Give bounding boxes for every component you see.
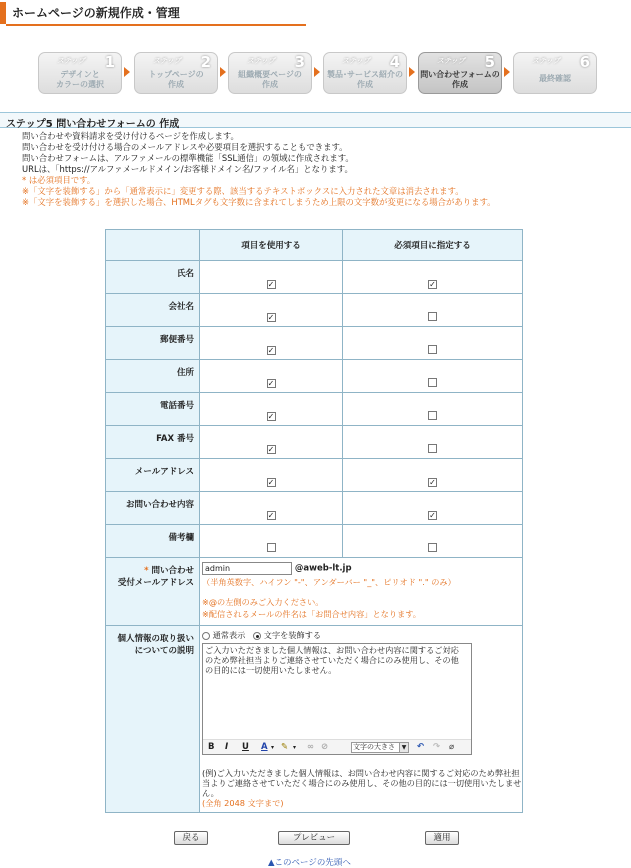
privacy-row [106, 626, 523, 813]
intro-line: 問い合わせを受け付ける場合のメールアドレスや必要項目を選択することもできます。 [22, 142, 348, 152]
mail-row [106, 558, 523, 626]
italic-button[interactable]: I [225, 742, 229, 752]
table-row [106, 525, 523, 558]
required-checkbox[interactable] [428, 312, 437, 321]
warning-note: ※「文字を装飾する」を選択した場合、HTMLタグも文字数に含まれてしまうため上限の文字数が変更になる場合があります。 [22, 197, 496, 207]
required-checkbox[interactable] [428, 543, 437, 552]
step-number: 1 [104, 53, 115, 71]
use-checkbox[interactable]: ✓ [267, 445, 275, 454]
step-arrow-icon [314, 67, 320, 77]
row-label: 郵便番号 [106, 327, 200, 360]
mail-label-line2: 受付メールアドレス [117, 578, 194, 588]
use-checkbox[interactable] [267, 543, 276, 552]
intro-line: 問い合わせフォームは、アルファメールの標準機能「SSL通信」の領域に作成されます。 [22, 153, 354, 163]
step-5-current[interactable] [418, 52, 502, 94]
section-heading [0, 112, 631, 128]
chevron-down-icon: ▼ [399, 743, 408, 752]
clear-format-icon[interactable]: ⌀ [449, 742, 455, 752]
step-3[interactable] [228, 52, 312, 94]
use-checkbox[interactable]: ✓ [267, 313, 275, 322]
redo-icon[interactable]: ↷ [433, 742, 441, 752]
privacy-label-line2: についての説明 [134, 646, 194, 656]
page-title: ホームページの新規作成・管理 [12, 6, 180, 20]
undo-icon[interactable]: ↶ [417, 742, 425, 752]
step-tag: ステップ [153, 57, 181, 65]
row-label: 氏名 [106, 261, 200, 294]
table-row [106, 261, 523, 294]
mail-label-line1: 問い合わせ [151, 566, 194, 576]
display-mode-radios [202, 630, 522, 643]
use-checkbox[interactable]: ✓ [267, 478, 275, 487]
section-title: ステップ5 問い合わせフォームの 作成 [6, 119, 180, 130]
step-1[interactable] [38, 52, 122, 94]
row-label: FAX 番号 [106, 426, 200, 459]
table-row [106, 492, 523, 525]
step-6[interactable] [513, 52, 597, 94]
table-row [106, 327, 523, 360]
table-row [106, 294, 523, 327]
editor-toolbar [203, 739, 471, 754]
header-underline [6, 24, 306, 26]
step-navigation [38, 52, 598, 96]
privacy-label [106, 626, 200, 813]
column-header-required: 必須項目に指定する [343, 230, 523, 261]
page-top-link[interactable]: ▲このページの先頭へ [268, 858, 351, 868]
form-settings-table [105, 229, 523, 813]
intro-text [22, 131, 622, 208]
warning-note: ※「文字を装飾する」から「通常表示に」変更する際、該当するテキストボックスに入力された文章は消去されます。 [22, 186, 464, 196]
underline-button[interactable]: U [242, 742, 249, 752]
step-number: 6 [579, 53, 590, 71]
step-2[interactable] [134, 52, 218, 94]
row-label: メールアドレス [106, 459, 200, 492]
privacy-cell [200, 626, 523, 813]
mail-cell [200, 558, 523, 626]
table-row [106, 393, 523, 426]
step-number: 3 [294, 53, 305, 71]
row-label: 備考欄 [106, 525, 200, 558]
font-color-icon[interactable]: A [261, 742, 268, 752]
highlight-icon[interactable]: ✎ [281, 742, 289, 752]
step-tag: ステップ [247, 57, 275, 65]
radio-normal-label: 通常表示 [212, 630, 246, 640]
bold-button[interactable]: B [208, 742, 215, 752]
font-size-select[interactable] [351, 742, 409, 753]
privacy-limit: (全角 2048 文字まで) [202, 798, 284, 808]
step-arrow-icon [409, 67, 415, 77]
mail-input[interactable]: admin [202, 562, 292, 575]
privacy-example: (例)ご入力いただきました個人情報は、お問い合わせ内容に関するご対応のため弊社担当よりご連絡させていただく場合にのみ使用し、その他の目的には一切使用いたしません。 [202, 768, 522, 798]
link-icon[interactable]: ∞ [307, 742, 315, 752]
header-accent-bar [0, 2, 6, 24]
dropdown-icon[interactable]: ▾ [271, 744, 275, 751]
required-checkbox[interactable] [428, 378, 437, 387]
step-label: トップページの 作成 [148, 70, 204, 89]
privacy-label-line1: 個人情報の取り扱い [117, 634, 194, 644]
radio-normal[interactable] [202, 632, 210, 640]
editor-content[interactable]: ご入力いただきました個人情報は、お問い合わせ内容に関するご対応のため弊社担当よりご連絡させていただく場合にのみ使用し、その他の目的には一切使用いたしません。 [205, 645, 459, 675]
apply-button[interactable]: 適用 [425, 831, 459, 845]
table-row [106, 459, 523, 492]
mail-note: ※@の左側のみご入力ください。 [202, 597, 324, 607]
required-checkbox[interactable] [428, 444, 437, 453]
intro-line: URLは、「https://アルファメールドメイン/お客様ドメイン名/ファイル名」となります。 [22, 164, 353, 174]
unlink-icon[interactable]: ⊘ [321, 742, 329, 752]
required-checkbox[interactable]: ✓ [429, 511, 436, 520]
mail-note: ※配信されるメールの件名は「お問合せ内容」となります。 [202, 609, 421, 619]
font-size-label: 文字の大きさ [353, 743, 395, 751]
step-arrow-icon [220, 67, 226, 77]
step-tag: ステップ [57, 57, 85, 65]
step-tag: ステップ [532, 57, 560, 65]
required-checkbox[interactable] [428, 411, 437, 420]
required-mark: * [144, 566, 149, 576]
table-corner [106, 230, 200, 261]
radio-decorate[interactable] [253, 632, 261, 640]
use-checkbox[interactable]: ✓ [267, 280, 275, 289]
preview-button[interactable]: プレビュー [278, 831, 350, 845]
required-checkbox[interactable] [428, 345, 437, 354]
use-checkbox[interactable]: ✓ [267, 346, 275, 355]
required-checkbox[interactable]: ✓ [429, 280, 436, 289]
row-label: 住所 [106, 360, 200, 393]
use-checkbox[interactable]: ✓ [267, 412, 275, 421]
step-tag: ステップ [437, 57, 465, 65]
step-label: 問い合わせフォームの 作成 [420, 70, 500, 89]
privacy-editor[interactable] [202, 643, 472, 755]
table-row [106, 426, 523, 459]
step-label: デザインと カラーの選択 [56, 70, 104, 89]
table-row [106, 360, 523, 393]
step-number: 2 [200, 53, 211, 71]
row-label: お問い合わせ内容 [106, 492, 200, 525]
back-button[interactable]: 戻る [174, 831, 208, 845]
required-checkbox[interactable]: ✓ [429, 478, 436, 487]
row-label: 電話番号 [106, 393, 200, 426]
step-arrow-icon [124, 67, 130, 77]
dropdown-icon[interactable]: ▾ [293, 744, 297, 751]
mail-hint: （半角英数字、ハイフン "-"、アンダーバー "_"、ピリオド "." のみ） [202, 577, 456, 587]
step-arrow-icon [504, 67, 510, 77]
row-label: 会社名 [106, 294, 200, 327]
step-number: 5 [484, 53, 495, 71]
column-header-use: 項目を使用する [200, 230, 343, 261]
mail-domain: @aweb-lt.jp [294, 563, 352, 574]
intro-line: 問い合わせや資料請求を受け付けるページを作成します。 [22, 131, 239, 141]
step-4[interactable] [323, 52, 407, 94]
mail-label [106, 558, 200, 626]
use-checkbox[interactable]: ✓ [267, 379, 275, 388]
step-label: 組織概要ページの 作成 [238, 70, 302, 89]
page-header [0, 0, 631, 26]
required-note: * は必須項目です。 [22, 175, 96, 185]
step-tag: ステップ [342, 57, 370, 65]
use-checkbox[interactable]: ✓ [267, 511, 275, 520]
radio-decorate-label: 文字を装飾する [263, 630, 322, 640]
step-label: 最終確認 [539, 74, 571, 83]
step-number: 4 [389, 53, 400, 71]
step-label: 製品･サービス紹介の 作成 [327, 70, 403, 89]
